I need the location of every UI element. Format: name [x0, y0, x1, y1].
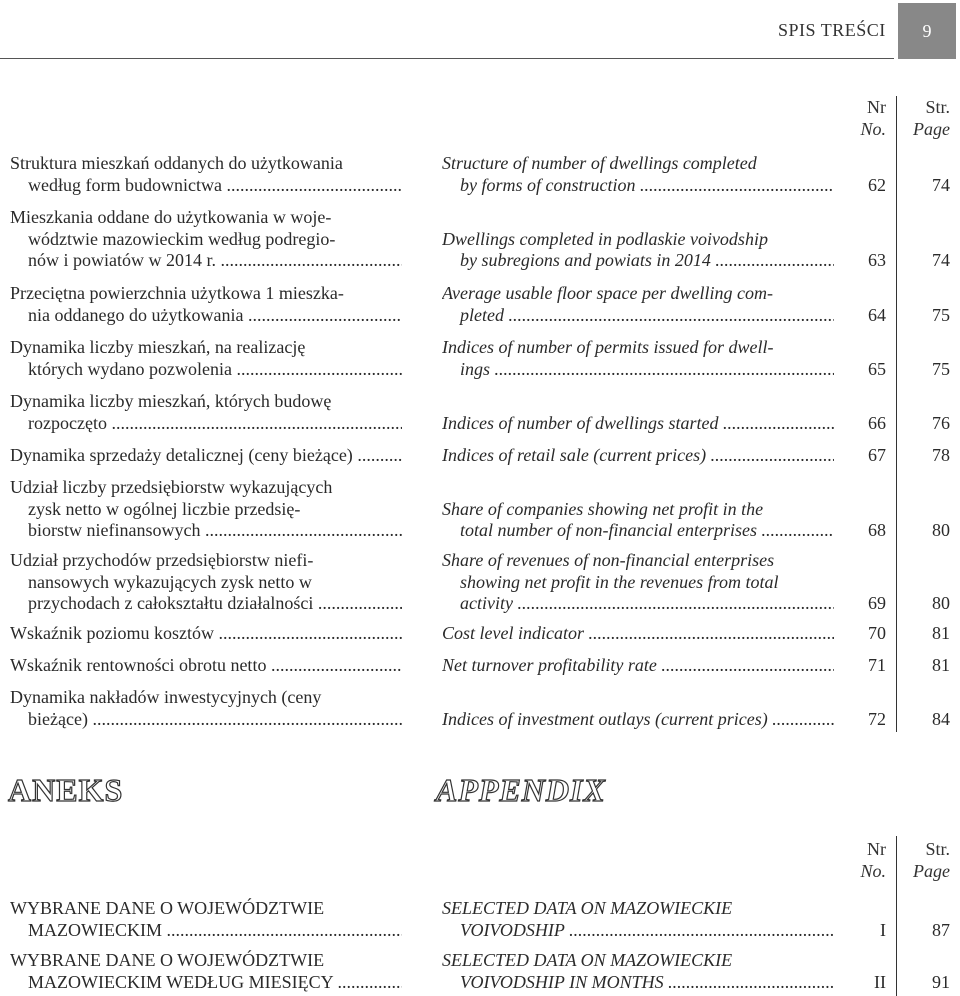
title-pl-line: biorstw niefinansowych .....	[10, 520, 402, 542]
title-pl-line: Mieszkania oddane do użytkowania w woje-	[10, 207, 332, 227]
title-pl-line: rozpoczęto .....	[10, 413, 402, 435]
title-pl-line: których wydano pozwolenia .....	[10, 359, 402, 381]
toc-title-pl	[10, 445, 402, 467]
toc-title-pl	[10, 337, 402, 380]
title-pl-line: przychodach z całokształtu działalności .....	[10, 593, 402, 615]
toc-entry[interactable]	[0, 687, 960, 730]
toc-title-en	[442, 229, 834, 272]
title-pl-line: MAZOWIECKIM .....	[10, 920, 402, 942]
title-pl-line: Dynamika sprzedaży detalicznej (ceny bieżące) .....	[10, 445, 402, 467]
appendix-title-pl: ANEKS	[8, 772, 124, 808]
title-en-line: pleted .....	[442, 305, 834, 327]
toc-number: 64	[868, 304, 886, 325]
toc-entry[interactable]	[0, 477, 960, 542]
title-en-line: Indices of number of dwellings started .....	[442, 413, 834, 435]
title-pl-line: Udział przychodów przedsiębiorstw niefi-	[10, 550, 314, 570]
toc-entry[interactable]	[0, 445, 960, 467]
appendix-title-en	[442, 898, 834, 941]
toc-page[interactable]: 80	[932, 520, 950, 540]
toc-title-pl	[10, 655, 402, 677]
toc-title-en	[442, 623, 834, 645]
title-en-line: Indices of retail sale (current prices) .....	[442, 445, 834, 467]
title-en-line: Share of revenues of non-financial enterprises	[442, 550, 775, 570]
toc-entry[interactable]	[0, 550, 960, 615]
section-title: SPIS TREŚCI	[778, 20, 886, 40]
title-en-line: Average usable floor space per dwelling com-	[442, 283, 773, 303]
appendix-number: II	[874, 971, 886, 992]
title-pl-line: Przeciętna powierzchnia użytkowa 1 mieszka-	[10, 283, 344, 303]
appendix-entry[interactable]	[0, 898, 960, 941]
title-en-line: Structure of number of dwellings completed	[442, 153, 757, 173]
toc-number: 67	[868, 445, 886, 465]
toc-title-pl	[10, 207, 402, 272]
toc-number: 72	[868, 708, 886, 729]
title-en-line: activity .....	[442, 593, 834, 615]
toc-page[interactable]: 80	[932, 593, 950, 613]
toc-entry[interactable]	[0, 623, 960, 645]
appendix-page[interactable]: 91	[932, 971, 950, 992]
toc-entry[interactable]	[0, 207, 960, 272]
title-en-line: by forms of construction .....	[442, 175, 834, 197]
title-en-line: showing net profit in the revenues from total	[460, 571, 779, 592]
page-number: 9	[922, 20, 932, 41]
title-pl-line: bieżące) .....	[10, 709, 402, 731]
toc-title-en	[442, 153, 834, 196]
title-pl-line: Udział liczby przedsiębiorstw wykazujących	[10, 477, 333, 497]
appendix-title-en: APPENDIX	[436, 772, 606, 808]
toc-title-en	[442, 413, 834, 435]
toc-page[interactable]: 76	[932, 412, 950, 433]
appendix-number: I	[880, 919, 886, 940]
toc-title-pl	[10, 283, 402, 326]
page-number-box	[898, 3, 956, 59]
toc-title-pl	[10, 477, 402, 542]
toc-title-pl	[10, 391, 402, 434]
header-rule	[0, 58, 894, 59]
toc-page[interactable]: 74	[932, 174, 950, 195]
title-pl-line: Wskaźnik poziomu kosztów .....	[10, 623, 402, 645]
toc-title-en	[442, 337, 834, 380]
title-pl-line: nów i powiatów w 2014 r. .....	[10, 250, 402, 272]
toc-number: 69	[868, 593, 886, 613]
appendix-title-pl	[10, 898, 402, 941]
appendix-title-pl	[10, 950, 402, 993]
toc-title-en	[442, 550, 834, 615]
title-en-line: Indices of investment outlays (current prices) .....	[442, 709, 834, 731]
toc-entry[interactable]	[0, 655, 960, 677]
title-pl-line: Wskaźnik rentowności obrotu netto .....	[10, 655, 402, 677]
toc-title-en	[442, 655, 834, 677]
title-en-line: SELECTED DATA ON MAZOWIECKIE	[442, 898, 733, 918]
toc-page[interactable]: 75	[932, 304, 950, 325]
title-en-line: VOIVODSHIP IN MONTHS .....	[442, 972, 834, 994]
title-en-line: Net turnover profitability rate .....	[442, 655, 834, 677]
title-pl-line: Dynamika liczby mieszkań, których budowę	[10, 391, 332, 411]
toc-title-pl	[10, 623, 402, 645]
title-en-line: ings .....	[442, 359, 834, 381]
toc-entry[interactable]	[0, 153, 960, 196]
toc-title-en	[442, 445, 834, 467]
toc-page[interactable]: 84	[932, 708, 950, 729]
toc-page[interactable]: 81	[932, 623, 950, 643]
appendix-title-en	[442, 950, 834, 993]
title-en-line: SELECTED DATA ON MAZOWIECKIE	[442, 950, 733, 970]
title-pl-line: WYBRANE DANE O WOJEWÓDZTWIE	[10, 898, 325, 918]
toc-page[interactable]: 75	[932, 358, 950, 379]
toc-title-en	[442, 499, 834, 542]
title-en-line: Share of companies showing net profit in the	[442, 498, 764, 519]
title-pl-line: nansowych wykazujących zysk netto w	[28, 571, 312, 592]
title-pl-line: nia oddanego do użytkowania .....	[10, 305, 402, 327]
toc-entry[interactable]	[0, 391, 960, 434]
toc-title-pl	[10, 153, 402, 196]
title-pl-line: zysk netto w ogólnej liczbie przedsię-	[28, 498, 301, 519]
appendix-page-column-header: Str. Page	[913, 839, 950, 881]
toc-title-pl	[10, 550, 402, 615]
toc-number: 62	[868, 174, 886, 195]
title-en-line: Indices of number of permits issued for dwell-	[442, 337, 774, 357]
toc-page[interactable]: 81	[932, 655, 950, 675]
title-pl-line: wództwie mazowieckim według podregio-	[28, 228, 336, 249]
toc-page[interactable]: 78	[932, 445, 950, 465]
title-pl-line: według form budownictwa .....	[10, 175, 402, 197]
appendix-page[interactable]: 87	[932, 919, 950, 940]
toc-page[interactable]: 74	[932, 250, 950, 270]
nr-column-header: Nr No.	[860, 97, 886, 139]
toc-number: 65	[868, 358, 886, 379]
toc-entry[interactable]	[0, 337, 960, 380]
title-pl-line: Dynamika nakładów inwestycyjnych (ceny	[10, 687, 322, 707]
title-pl-line: MAZOWIECKIM WEDŁUG MIESIĘCY .....	[10, 972, 402, 994]
appendix-entry[interactable]	[0, 950, 960, 993]
toc-number: 68	[868, 520, 886, 540]
toc-number: 63	[868, 250, 886, 270]
appendix-nr-column-header: Nr No.	[860, 839, 886, 881]
toc-title-en	[442, 709, 834, 731]
title-en-line: VOIVODSHIP .....	[442, 920, 834, 942]
title-pl-line: WYBRANE DANE O WOJEWÓDZTWIE	[10, 950, 325, 970]
toc-number: 70	[868, 623, 886, 643]
title-en-line: Cost level indicator .....	[442, 623, 834, 645]
toc-entry[interactable]	[0, 283, 960, 326]
toc-title-pl	[10, 687, 402, 730]
title-en-line: by subregions and powiats in 2014 .....	[442, 250, 834, 272]
title-en-line: total number of non-financial enterprises .....	[442, 520, 834, 542]
title-en-line: Dwellings completed in podlaskie voivodship	[442, 228, 768, 249]
toc-number: 71	[868, 655, 886, 675]
page-column-header: Str. Page	[913, 97, 950, 139]
toc-number: 66	[868, 412, 886, 433]
title-pl-line: Dynamika liczby mieszkań, na realizację	[10, 337, 306, 357]
title-pl-line: Struktura mieszkań oddanych do użytkowania	[10, 153, 343, 173]
toc-title-en	[442, 283, 834, 326]
